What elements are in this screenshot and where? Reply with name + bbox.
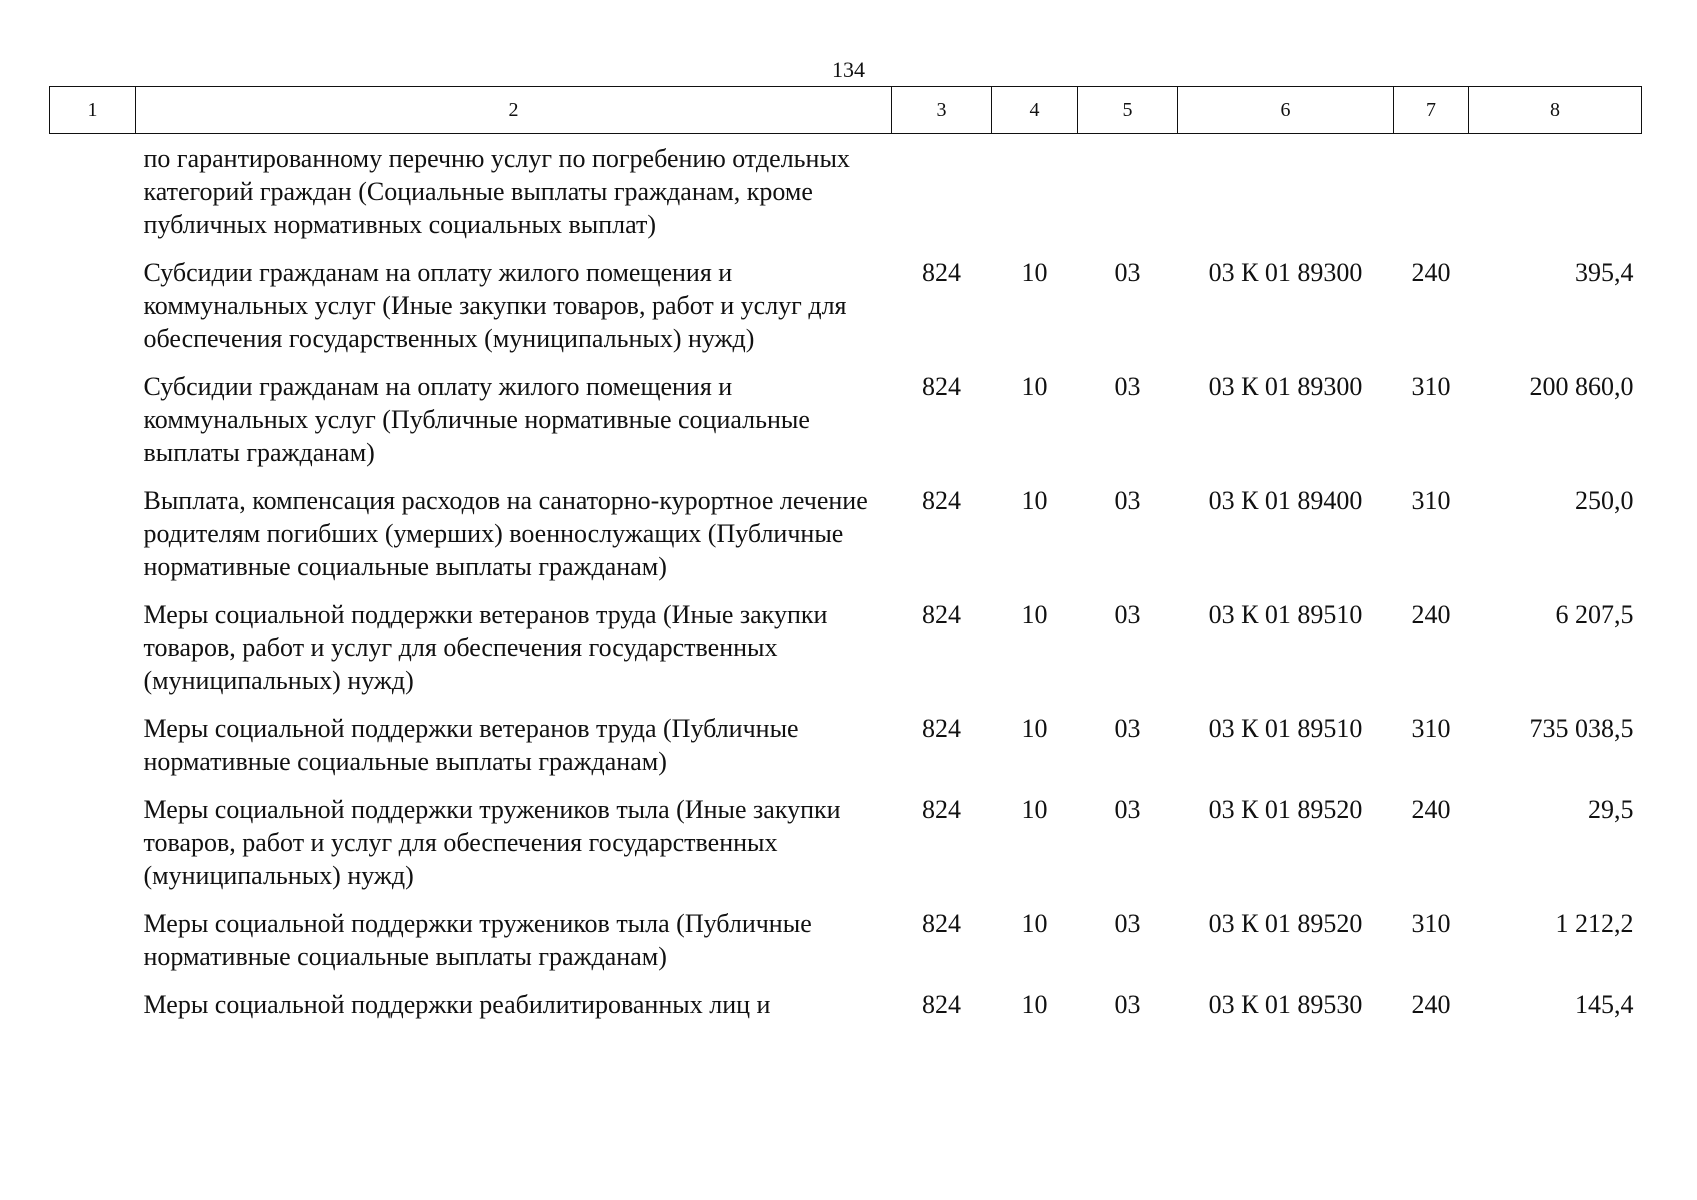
- row-description: Субсидии гражданам на оплату жилого помещения и коммунальных услуг (Публичные нормативные социальные выплаты гражданам): [143, 372, 810, 467]
- row-expense-type-code: 310: [1411, 909, 1451, 938]
- header-col-1: 1: [50, 87, 136, 134]
- table-row: [50, 907, 1642, 988]
- table-row: [50, 598, 1642, 712]
- table-row: [50, 712, 1642, 793]
- row-ministry-code: 824: [922, 258, 961, 287]
- row-subsection-code: 03: [1114, 795, 1141, 824]
- table-header: [50, 87, 1642, 134]
- page-number: 134: [832, 57, 865, 82]
- row-expense-type-code: 240: [1411, 990, 1451, 1019]
- row-description: Выплата, компенсация расходов на санаторно-курортное лечение родителям погибших (умерших) военнослужащих (Публичные нормативные социальные выплаты гражданам): [143, 486, 868, 581]
- row-amount: 395,4: [1575, 258, 1634, 287]
- table-row: [50, 484, 1642, 598]
- row-ministry-code: 824: [922, 486, 961, 515]
- row-target-code: 03 К 01 89530: [1208, 990, 1363, 1019]
- row-index-cell: [50, 370, 136, 484]
- row-amount: 735 038,5: [1529, 714, 1634, 743]
- row-description: Меры социальной поддержки тружеников тыла (Иные закупки товаров, работ и услуг для обеспечения государственных (муниципальных) нужд): [143, 795, 841, 890]
- table-row: [50, 793, 1642, 907]
- row-expense-type-code: 240: [1411, 795, 1451, 824]
- row-target-code: 03 К 01 89510: [1208, 714, 1363, 743]
- row-subsection-code: 03: [1114, 990, 1141, 1019]
- header-col-3: 3: [892, 87, 992, 134]
- row-target-code: 03 К 01 89300: [1208, 372, 1363, 401]
- budget-table: [49, 86, 1642, 1036]
- row-ministry-code: 824: [922, 990, 961, 1019]
- row-index-cell: [50, 988, 136, 1036]
- row-amount: 1 212,2: [1555, 909, 1634, 938]
- continuation-row: [50, 134, 1642, 257]
- header-row: [50, 87, 1642, 134]
- row-target-code: 03 К 01 89400: [1208, 486, 1363, 515]
- row-section-code: 10: [1021, 990, 1048, 1019]
- continuation-description: по гарантированному перечню услуг по погребению отдельных категорий граждан (Социальные выплаты гражданам, кроме публичных нормативных социальных выплат): [143, 144, 850, 239]
- row-ministry-code: 824: [922, 600, 961, 629]
- row-ministry-code: 824: [922, 714, 961, 743]
- row-index-cell: [50, 134, 136, 257]
- row-description: Субсидии гражданам на оплату жилого помещения и коммунальных услуг (Иные закупки товаров, работ и услуг для обеспечения государственных (муниципальных) нужд): [143, 258, 847, 353]
- row-subsection-code: 03: [1114, 909, 1141, 938]
- row-amount: 6 207,5: [1555, 600, 1634, 629]
- row-subsection-code: 03: [1114, 372, 1141, 401]
- row-expense-type-code: 310: [1411, 372, 1451, 401]
- row-index-cell: [50, 907, 136, 988]
- row-ministry-code: 824: [922, 372, 961, 401]
- row-expense-type-code: 240: [1411, 258, 1451, 287]
- header-col-4: 4: [992, 87, 1078, 134]
- row-index-cell: [50, 256, 136, 370]
- row-index-cell: [50, 793, 136, 907]
- row-section-code: 10: [1021, 714, 1048, 743]
- row-target-code: 03 К 01 89520: [1208, 795, 1363, 824]
- row-index-cell: [50, 484, 136, 598]
- row-section-code: 10: [1021, 795, 1048, 824]
- row-description: Меры социальной поддержки тружеников тыла (Публичные нормативные социальные выплаты гражданам): [143, 909, 812, 971]
- row-target-code: 03 К 01 89520: [1208, 909, 1363, 938]
- row-index-cell: [50, 712, 136, 793]
- table-row: [50, 370, 1642, 484]
- row-subsection-code: 03: [1114, 600, 1141, 629]
- table-row: [50, 988, 1642, 1036]
- row-subsection-code: 03: [1114, 258, 1141, 287]
- row-expense-type-code: 240: [1411, 600, 1451, 629]
- row-section-code: 10: [1021, 486, 1048, 515]
- row-section-code: 10: [1021, 372, 1048, 401]
- row-section-code: 10: [1021, 909, 1048, 938]
- row-section-code: 10: [1021, 600, 1048, 629]
- row-expense-type-code: 310: [1411, 714, 1451, 743]
- header-col-2: 2: [136, 87, 892, 134]
- row-subsection-code: 03: [1114, 714, 1141, 743]
- row-description: Меры социальной поддержки реабилитированных лиц и: [143, 990, 771, 1019]
- row-ministry-code: 824: [922, 909, 961, 938]
- row-subsection-code: 03: [1114, 486, 1141, 515]
- row-amount: 145,4: [1575, 990, 1634, 1019]
- row-amount: 200 860,0: [1529, 372, 1634, 401]
- row-index-cell: [50, 598, 136, 712]
- row-expense-type-code: 310: [1411, 486, 1451, 515]
- header-col-7: 7: [1394, 87, 1469, 134]
- header-col-8: 8: [1469, 87, 1642, 134]
- row-ministry-code: 824: [922, 795, 961, 824]
- row-description: Меры социальной поддержки ветеранов труда (Публичные нормативные социальные выплаты гражданам): [143, 714, 799, 776]
- table-body: [50, 134, 1642, 1037]
- row-section-code: 10: [1021, 258, 1048, 287]
- row-description: Меры социальной поддержки ветеранов труда (Иные закупки товаров, работ и услуг для обеспечения государственных (муниципальных) нужд): [143, 600, 828, 695]
- row-amount: 29,5: [1588, 795, 1634, 824]
- table-row: [50, 256, 1642, 370]
- header-col-5: 5: [1078, 87, 1178, 134]
- row-target-code: 03 К 01 89300: [1208, 258, 1363, 287]
- row-target-code: 03 К 01 89510: [1208, 600, 1363, 629]
- row-amount: 250,0: [1575, 486, 1634, 515]
- header-col-6: 6: [1178, 87, 1394, 134]
